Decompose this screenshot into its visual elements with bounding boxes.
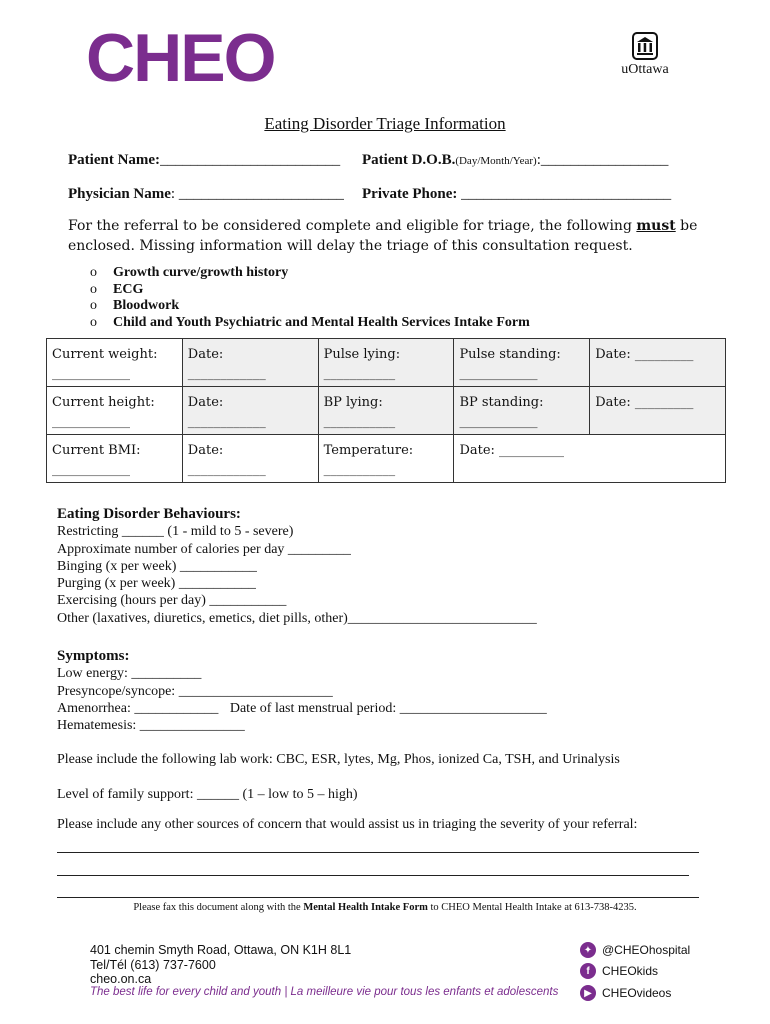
temperature-date-cell[interactable] (454, 435, 726, 483)
cell-line: ____________ (52, 366, 130, 381)
fax-instructions (0, 902, 770, 913)
other-sources-prompt: Please include any other sources of concern that would assist us in triaging the severity of your referral: (57, 817, 638, 832)
footer-address: 401 chemin Smyth Road, Ottawa, ON K1H 8L1 (90, 943, 352, 957)
answer-line-2[interactable] (57, 875, 689, 876)
cell-line: ____________ (187, 366, 266, 381)
patient-name-label: Patient Name: (68, 152, 161, 168)
cell-label: Current weight: (52, 347, 158, 362)
answer-line-1[interactable] (57, 852, 699, 853)
private-phone-label: Private Phone: (362, 186, 458, 202)
cheo-logo: CHEO (86, 20, 275, 96)
fax-text-before: Please fax this document along with the (133, 902, 304, 913)
list-bullet: o (90, 298, 97, 313)
social-facebook[interactable] (580, 963, 658, 979)
amenorrhea-row (57, 700, 697, 717)
dob-label: Patient D.O.B. (362, 152, 456, 168)
cell-line: ____________ (459, 366, 538, 381)
lab-work-note: Please include the following lab work: CBC, ESR, lytes, Mg, Phos, ionized Ca, TSH, and Urinalysis (57, 752, 620, 767)
hematemesis-field[interactable]: Hematemesis: _______________ (57, 718, 245, 734)
facebook-handle: CHEOkids (602, 964, 659, 978)
table-row (47, 387, 726, 435)
uottawa-logo (612, 32, 678, 78)
instructions-text-before: For the referral to be considered complete and eligible for triage, the following (68, 218, 637, 234)
cell-label: BP lying: (323, 395, 383, 410)
exercising-field[interactable]: Exercising (hours per day) ___________ (57, 593, 287, 609)
family-support-field[interactable]: Level of family support: ______ (1 – low to 5 – high) (57, 787, 358, 802)
cell-label: Current BMI: (52, 443, 141, 458)
cell-line: ____________ (187, 414, 266, 429)
form-title: Eating Disorder Triage Information (264, 114, 506, 133)
cell-label: Date: _________ (595, 347, 694, 362)
dob-line: :_________________ (536, 152, 669, 168)
cell-line: ___________ (323, 366, 396, 381)
cell-line: ___________ (323, 414, 396, 429)
pulse-date-cell[interactable] (590, 339, 726, 387)
list-item (68, 298, 530, 315)
pulse-lying-cell[interactable] (318, 339, 454, 387)
purging-field[interactable]: Purging (x per week) ___________ (57, 576, 256, 592)
enclosure-ecg: ECG (113, 281, 144, 297)
calories-field[interactable]: Approximate number of calories per day _________ (57, 541, 351, 557)
table-row (47, 339, 726, 387)
cell-label: Date: _________ (595, 395, 694, 410)
private-phone-line: ____________________________ (457, 186, 672, 202)
presyncope-field[interactable]: Presyncope/syncope: ______________________ (57, 683, 333, 699)
social-youtube[interactable] (580, 985, 671, 1001)
twitter-handle: @CHEOhospital (602, 943, 691, 957)
bp-standing-cell[interactable] (454, 387, 590, 435)
bp-date-cell[interactable] (590, 387, 726, 435)
dob-field[interactable] (362, 152, 668, 169)
cell-line: ____________ (187, 462, 266, 477)
enclosure-list (68, 265, 530, 331)
current-height-cell[interactable] (47, 387, 183, 435)
list-bullet: o (90, 314, 97, 330)
facebook-icon: f (580, 963, 596, 979)
footer-website[interactable]: cheo.on.ca (90, 972, 152, 986)
cell-label: Date: __________ (459, 443, 565, 458)
twitter-icon: ✦ (580, 942, 596, 958)
list-item (68, 265, 530, 282)
restricting-field[interactable]: Restricting ______ (1 - mild to 5 - severe) (57, 524, 294, 540)
private-phone-field[interactable] (362, 186, 671, 203)
cell-label: Pulse lying: (323, 347, 401, 362)
cell-label: Date: (187, 443, 224, 458)
physician-name-label: Physician Name (68, 186, 171, 202)
behaviours-heading: Eating Disorder Behaviours: (57, 506, 241, 522)
lmp-field[interactable]: Date of last menstrual period: _____________________ (229, 700, 547, 716)
enclosure-intake-form: Child and Youth Psychiatric and Mental Health Services Intake Form (113, 314, 530, 330)
patient-name-line: ________________________ (160, 152, 341, 168)
cell-label: Pulse standing: (459, 347, 561, 362)
physician-name-field[interactable] (68, 186, 344, 203)
height-date-cell[interactable] (182, 387, 318, 435)
symptoms-heading: Symptoms: (57, 648, 130, 664)
binging-field[interactable]: Binging (x per week) ___________ (57, 558, 257, 574)
bmi-date-cell[interactable] (182, 435, 318, 483)
instructions-text-after: be enclosed. Missing information will delay the triage of this consultation request. (68, 218, 698, 254)
physician-name-line: : ______________________ (170, 186, 344, 202)
referral-instructions (68, 217, 708, 256)
dob-format: (Day/Month/Year) (455, 155, 537, 167)
amenorrhea-field[interactable]: Amenorrhea: ____________ (57, 700, 219, 716)
table-row (47, 435, 726, 483)
youtube-handle: CHEOvideos (602, 986, 672, 1000)
uottawa-wordmark: uOttawa (621, 62, 669, 77)
enclosure-bloodwork: Bloodwork (113, 298, 180, 313)
vitals-table (46, 338, 726, 483)
cell-label: Date: (187, 347, 224, 362)
footer-contact (90, 943, 351, 987)
current-bmi-cell[interactable] (47, 435, 183, 483)
current-weight-cell[interactable] (47, 339, 183, 387)
cell-label: Date: (187, 395, 224, 410)
cell-line: ____________ (52, 414, 130, 429)
cell-line: ____________ (459, 414, 538, 429)
cell-label: Temperature: (323, 443, 414, 458)
fax-text-after: to CHEO Mental Health Intake at 613-738-4235. (427, 902, 637, 913)
weight-date-cell[interactable] (182, 339, 318, 387)
fax-form-name: Mental Health Intake Form (303, 902, 428, 913)
answer-line-3[interactable] (57, 897, 699, 898)
behaviours-section (57, 506, 537, 627)
university-building-icon (632, 32, 658, 60)
pulse-standing-cell[interactable] (454, 339, 590, 387)
social-twitter[interactable] (580, 942, 690, 958)
cell-line: ____________ (52, 462, 130, 477)
low-energy-field[interactable]: Low energy: __________ (57, 666, 202, 682)
symptoms-section (57, 648, 697, 734)
list-item (68, 282, 530, 299)
footer-tagline: The best life for every child and youth | La meilleure vie pour tous les enfants et adolescents (90, 986, 559, 998)
enclosure-growth-curve: Growth curve/growth history (113, 265, 289, 280)
patient-name-field[interactable] (68, 152, 340, 169)
list-bullet: o (90, 281, 97, 297)
cell-line: ___________ (323, 462, 396, 477)
temperature-cell[interactable] (318, 435, 454, 483)
other-behaviours-field[interactable]: Other (laxatives, diuretics, emetics, diet pills, other)___________________________ (57, 610, 537, 626)
footer-phone: Tel/Tél (613) 737-7600 (90, 957, 216, 972)
cell-label: BP standing: (459, 395, 544, 410)
youtube-icon: ▶ (580, 985, 596, 1001)
instructions-emphasis: must (636, 218, 676, 234)
bp-lying-cell[interactable] (318, 387, 454, 435)
cell-label: Current height: (52, 395, 155, 410)
list-item (68, 315, 530, 332)
list-bullet: o (90, 265, 97, 280)
